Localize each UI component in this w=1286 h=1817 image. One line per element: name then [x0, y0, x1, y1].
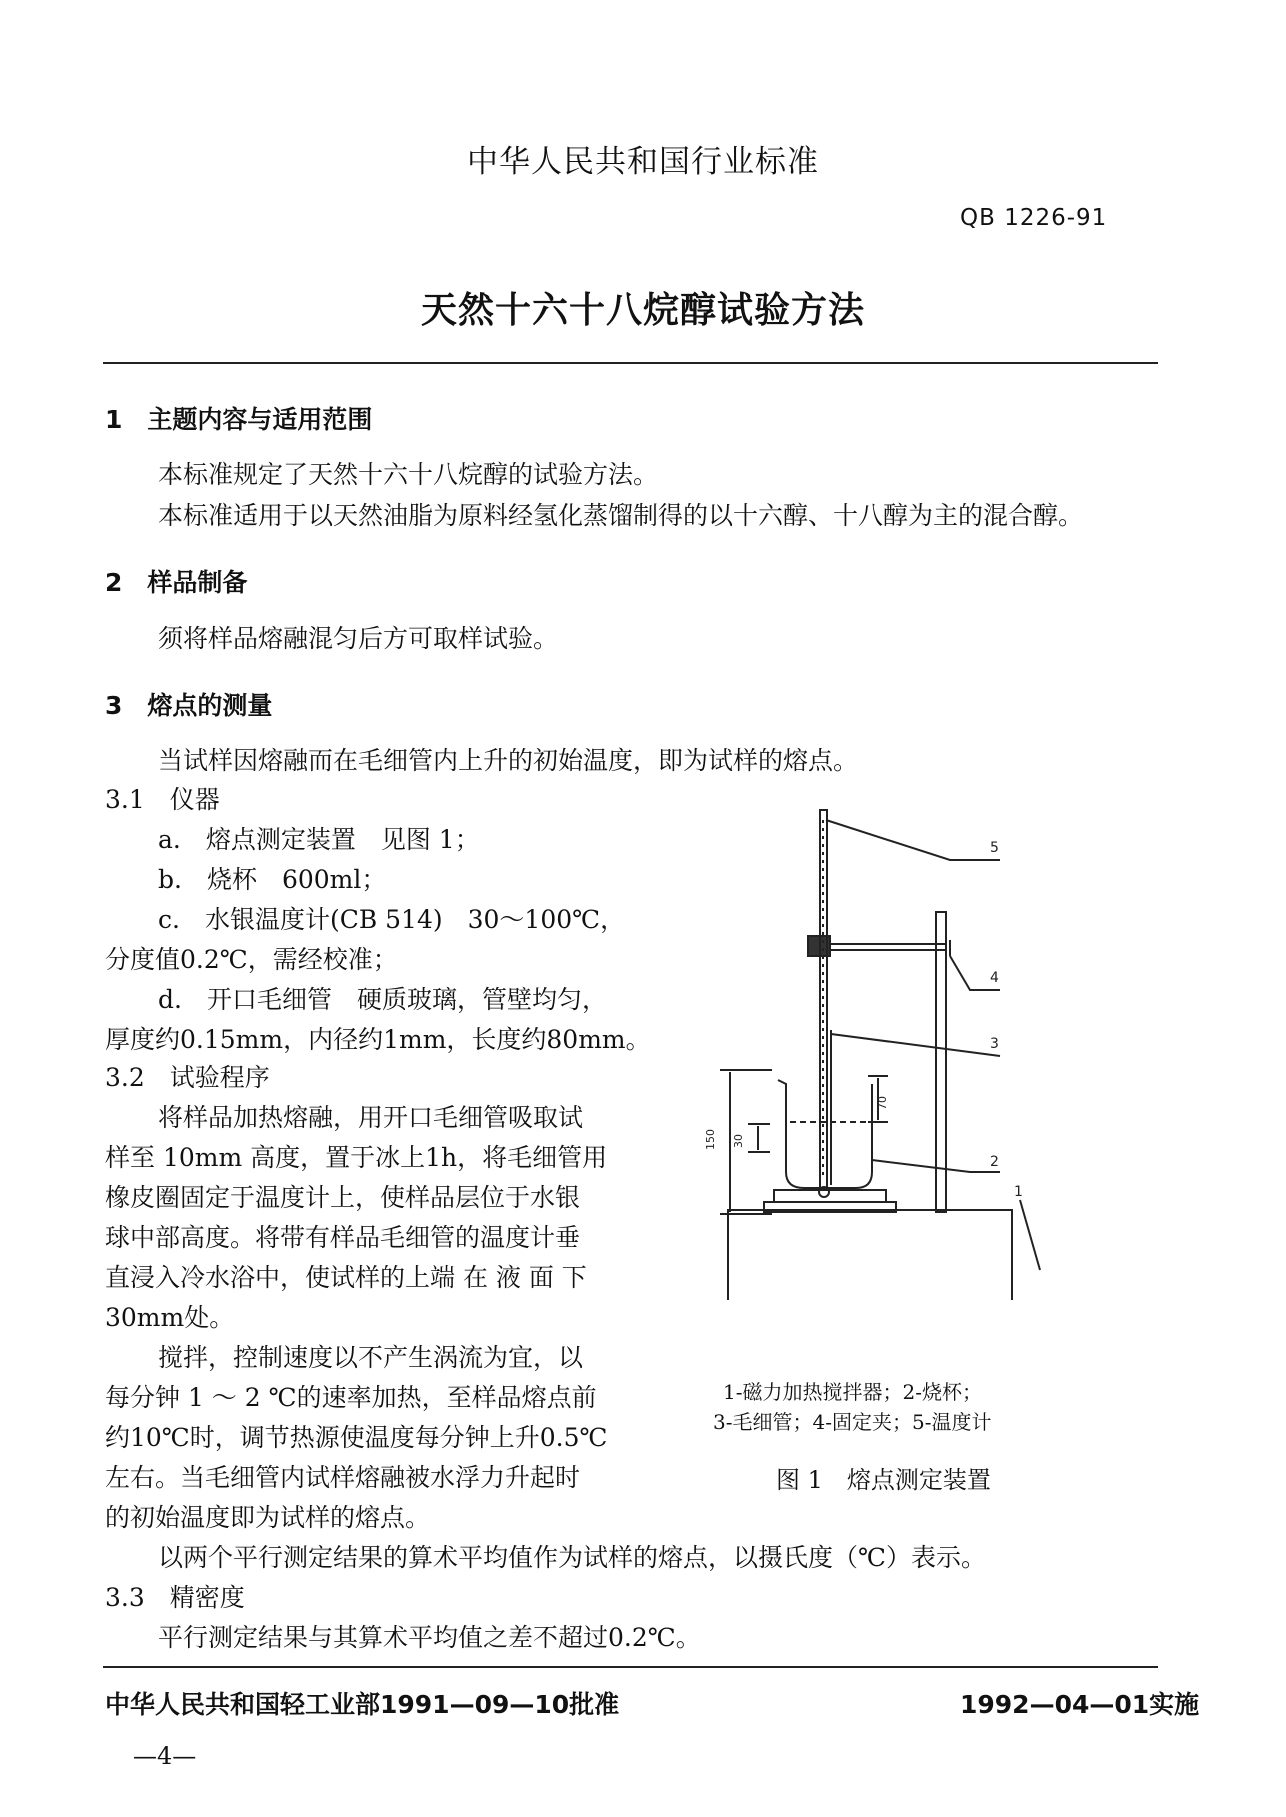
approval-text: 中华人民共和国轻工业部1991—09—10批准	[105, 1690, 620, 1719]
leader-5	[826, 820, 1000, 860]
dim-70: 70	[876, 1096, 889, 1110]
page-number: —4—	[133, 1742, 197, 1770]
procedure-line: 球中部高度。将带有样品毛细管的温度计垂	[105, 1223, 581, 1252]
apparatus-d-line-1: d. 开口毛细管 硬质玻璃，管壁均匀，	[158, 985, 607, 1014]
section-3-3-heading: 3.3 精密度	[105, 1583, 245, 1612]
label-1: 1	[1014, 1184, 1023, 1200]
apparatus-c-line-2: 分度值0.2℃，需经校准；	[105, 945, 398, 974]
dim-30: 30	[732, 1134, 745, 1148]
procedure-line: 样至 10mm 高度，置于冰上1h，将毛细管用	[105, 1143, 608, 1172]
procedure-final: 以两个平行测定结果的算术平均值作为试样的熔点，以摄氏度（℃）表示。	[158, 1543, 986, 1572]
footer-rule	[103, 1666, 1158, 1668]
title-rule	[103, 362, 1158, 364]
apparatus-a: a. 熔点测定装置 见图 1；	[158, 825, 480, 854]
standard-code: QB 1226-91	[960, 205, 1108, 231]
leader-1	[1020, 1200, 1040, 1270]
procedure-line: 将样品加热熔融，用开口毛细管吸取试	[158, 1103, 584, 1132]
precision-text: 平行测定结果与其算术平均值之差不超过0.2℃。	[158, 1623, 701, 1652]
section-3-heading: 3 熔点的测量	[105, 691, 273, 720]
document-title: 天然十六十八烷醇试验方法	[420, 290, 865, 331]
procedure-line: 每分钟 1 ～ 2 ℃的速率加热，至样品熔点前	[105, 1383, 597, 1412]
label-4: 4	[990, 970, 999, 986]
apparatus-c-line-1: c. 水银温度计(CB 514) 30～100℃，	[158, 905, 626, 934]
label-5: 5	[990, 840, 999, 856]
stirrer-base	[728, 1210, 1012, 1300]
procedure-line: 30mm处。	[105, 1303, 235, 1332]
apparatus-d-line-2: 厚度约0.15mm，内径约1mm，长度约80mm。	[105, 1025, 651, 1054]
section-1-para-1: 本标准规定了天然十六十八烷醇的试验方法。	[158, 460, 659, 489]
section-3-2-heading: 3.2 试验程序	[105, 1063, 270, 1092]
procedure-line: 的初始温度即为试样的熔点。	[105, 1503, 431, 1532]
procedure-line: 约10℃时，调节热源使温度每分钟上升0.5℃	[105, 1423, 608, 1452]
beaker	[778, 1080, 872, 1188]
figure-caption-line-2: 3-毛细管；4-固定夹；5-温度计	[713, 1410, 992, 1434]
label-2: 2	[990, 1154, 999, 1170]
figure-caption-line-1: 1-磁力加热搅拌器；2-烧杯；	[723, 1380, 982, 1404]
procedure-line: 橡皮圈固定于温度计上，使样品层位于水银	[105, 1183, 581, 1212]
procedure-line: 左右。当毛细管内试样熔融被水浮力升起时	[105, 1463, 581, 1492]
melting-point-apparatus-figure	[700, 800, 1260, 1300]
procedure-line: 直浸入冷水浴中，使试样的上端 在 液 面 下	[105, 1263, 587, 1292]
figure-title: 图 1 熔点测定装置	[776, 1466, 991, 1494]
section-2-para-1: 须将样品熔融混匀后方可取样试验。	[158, 624, 559, 653]
section-1-heading: 1 主题内容与适用范围	[105, 405, 373, 434]
stand-rod	[936, 912, 946, 1212]
apparatus-b: b. 烧杯 600ml；	[158, 865, 387, 894]
section-3-para-1: 当试样因熔融而在毛细管内上升的初始温度，即为试样的熔点。	[158, 746, 859, 775]
standard-type: 中华人民共和国行业标准	[467, 144, 819, 180]
section-3-1-heading: 3.1 仪器	[105, 785, 220, 814]
label-3: 3	[990, 1036, 999, 1052]
dim-150: 150	[704, 1129, 717, 1150]
section-1-para-2: 本标准适用于以天然油脂为原料经氢化蒸馏制得的以十六醇、十八醇为主的混合醇。	[158, 501, 1084, 530]
leader-3	[831, 1034, 1000, 1056]
section-2-heading: 2 样品制备	[105, 568, 248, 597]
effective-date: 1992—04—01实施	[960, 1690, 1200, 1719]
procedure-line: 搅拌，控制速度以不产生涡流为宜，以	[158, 1343, 584, 1372]
